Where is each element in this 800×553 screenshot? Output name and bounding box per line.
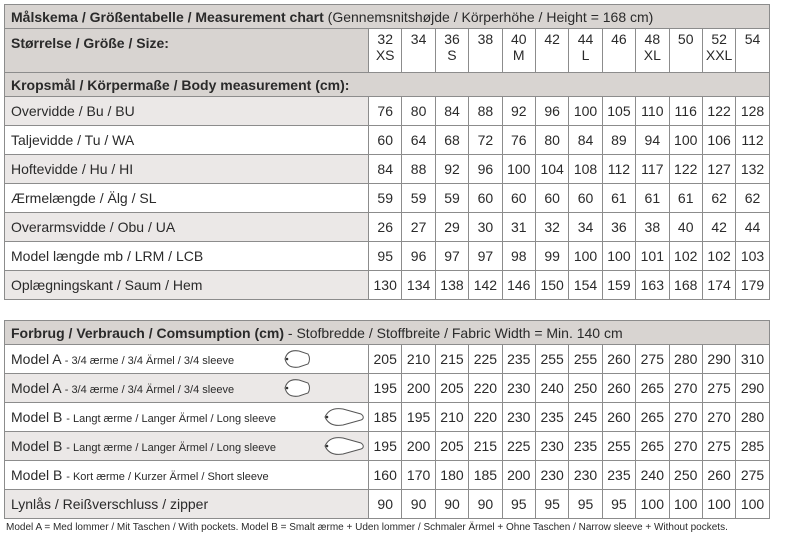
table-title-cell (5, 5, 770, 29)
measurement-value: 96 (469, 155, 502, 184)
measurement-value: 60 (469, 184, 502, 213)
measurement-table (4, 4, 770, 300)
measurement-value: 101 (636, 242, 669, 271)
size-number: 38 (477, 31, 494, 47)
consumption-value: 215 (469, 432, 502, 461)
consumption-value: 260 (602, 403, 635, 432)
measurement-value: 146 (502, 271, 535, 300)
consumption-value: 275 (702, 432, 735, 461)
measurement-label: Taljevidde / Tu / WA (5, 126, 369, 155)
measurement-value: 62 (702, 184, 735, 213)
body-measurement-header: Kropsmål / Körpermaße / Body measurement (cm): (5, 73, 770, 97)
consumption-value: 285 (736, 432, 769, 461)
measurement-value: 142 (469, 271, 502, 300)
measurement-value: 95 (369, 242, 402, 271)
measurement-value: 130 (369, 271, 402, 300)
consumption-value: 215 (435, 345, 468, 374)
size-number: 54 (744, 31, 761, 47)
zipper-value: 95 (535, 490, 568, 519)
measurement-row (5, 155, 770, 184)
consumption-value: 260 (602, 345, 635, 374)
consumption-value: 230 (535, 432, 568, 461)
size-cell (502, 29, 535, 73)
zipper-row (5, 490, 770, 519)
measurement-value: 60 (569, 184, 602, 213)
consumption-value: 185 (369, 403, 402, 432)
measurement-value: 84 (369, 155, 402, 184)
model-name: Model B (11, 467, 63, 483)
consumption-value: 265 (636, 432, 669, 461)
size-cell (402, 29, 435, 73)
measurement-value: 112 (602, 155, 635, 184)
zipper-value: 90 (435, 490, 468, 519)
measurement-value: 104 (535, 155, 568, 184)
long-sleeve-icon (323, 435, 365, 457)
measurement-value: 89 (602, 126, 635, 155)
measurement-value: 61 (602, 184, 635, 213)
consumption-value: 180 (435, 461, 468, 490)
sleeve-description: - 3/4 ærme / 3/4 Ärmel / 3/4 sleeve (64, 355, 235, 367)
measurement-value: 128 (736, 97, 769, 126)
measurement-chart-title: Målskema / Größentabelle / Measurement chart (11, 8, 324, 25)
consumption-value: 290 (736, 374, 769, 403)
size-letter: XXL (705, 47, 733, 63)
consumption-value: 230 (569, 461, 602, 490)
size-number: 34 (410, 31, 427, 47)
sleeve-description: - Kort ærme / Kurzer Ärmel / Short sleeve (66, 471, 269, 483)
measurement-value: 100 (502, 155, 535, 184)
consumption-value: 280 (669, 345, 702, 374)
consumption-value: 250 (569, 374, 602, 403)
measurement-value: 30 (469, 213, 502, 242)
consumption-value: 220 (469, 403, 502, 432)
consumption-value: 255 (602, 432, 635, 461)
consumption-value: 195 (369, 374, 402, 403)
measurement-value: 60 (502, 184, 535, 213)
size-letter: M (512, 47, 525, 63)
measurement-value: 132 (736, 155, 769, 184)
consumption-value: 200 (402, 374, 435, 403)
measurement-row (5, 184, 770, 213)
consumption-value: 260 (602, 374, 635, 403)
measurement-label: Overvidde / Bu / BU (5, 97, 369, 126)
measurement-row (5, 126, 770, 155)
consumption-value: 195 (369, 432, 402, 461)
consumption-value: 235 (502, 345, 535, 374)
consumption-value: 225 (502, 432, 535, 461)
consumption-value: 230 (502, 374, 535, 403)
measurement-value: 102 (669, 242, 702, 271)
size-number: 36 (444, 31, 460, 47)
zipper-value: 95 (502, 490, 535, 519)
measurement-value: 100 (602, 242, 635, 271)
consumption-value: 185 (469, 461, 502, 490)
consumption-value: 255 (569, 345, 602, 374)
consumption-value: 170 (402, 461, 435, 490)
measurement-row (5, 242, 770, 271)
measurement-value: 59 (402, 184, 435, 213)
measurement-value: 88 (469, 97, 502, 126)
size-letter: XL (643, 47, 661, 63)
measurement-value: 62 (736, 184, 769, 213)
consumption-table (4, 320, 770, 519)
zipper-value: 100 (702, 490, 735, 519)
measurement-value: 88 (402, 155, 435, 184)
consumption-value: 200 (502, 461, 535, 490)
measurement-value: 32 (535, 213, 568, 242)
measurement-value: 59 (369, 184, 402, 213)
measurement-value: 76 (502, 126, 535, 155)
model-name: Model B (11, 438, 63, 454)
size-number: 32 (377, 31, 393, 47)
measurement-label: Model længde mb / LRM / LCB (5, 242, 369, 271)
consumption-value: 245 (569, 403, 602, 432)
measurement-value: 102 (702, 242, 735, 271)
consumption-value: 235 (535, 403, 568, 432)
size-letter: S (447, 47, 457, 63)
size-row (5, 29, 770, 73)
measurement-value: 100 (569, 97, 602, 126)
model-name: Model B (11, 409, 63, 425)
measurement-value: 168 (669, 271, 702, 300)
consumption-value: 230 (502, 403, 535, 432)
measurement-value: 179 (736, 271, 769, 300)
size-number: 46 (611, 31, 627, 47)
size-label: Størrelse / Größe / Size: (5, 29, 369, 73)
measurement-label: Ærmelængde / Älg / SL (5, 184, 369, 213)
measurement-value: 92 (502, 97, 535, 126)
consumption-row (5, 461, 770, 490)
consumption-value: 260 (702, 461, 735, 490)
height-note: (Gennemsnitshøjde / Körperhöhe / Height = 168 cm) (327, 8, 654, 25)
measurement-value: 68 (435, 126, 468, 155)
sleeve-description: - Langt ærme / Langer Ärmel / Long sleeve (66, 413, 276, 425)
measurement-value: 100 (569, 242, 602, 271)
measurement-value: 80 (402, 97, 435, 126)
measurement-value: 29 (435, 213, 468, 242)
size-cell (535, 29, 568, 73)
sleeve-description: - 3/4 ærme / 3/4 Ärmel / 3/4 sleeve (64, 384, 235, 396)
consumption-label (5, 403, 369, 432)
consumption-label (5, 461, 369, 490)
measurement-value: 122 (669, 155, 702, 184)
measurement-value: 99 (535, 242, 568, 271)
zipper-value: 90 (469, 490, 502, 519)
measurement-value: 110 (636, 97, 669, 126)
measurement-value: 44 (736, 213, 769, 242)
consumption-value: 240 (636, 461, 669, 490)
consumption-title-cell (5, 321, 770, 345)
size-cell (669, 29, 702, 73)
zipper-value: 90 (369, 490, 402, 519)
zipper-value: 90 (402, 490, 435, 519)
measurement-value: 174 (702, 271, 735, 300)
size-number: 52 (711, 31, 727, 47)
consumption-title: Forbrug / Verbrauch / Comsumption (cm) (11, 324, 285, 341)
consumption-value: 235 (602, 461, 635, 490)
consumption-value: 270 (669, 403, 702, 432)
consumption-value: 210 (435, 403, 468, 432)
consumption-value: 270 (669, 374, 702, 403)
consumption-value: 310 (736, 345, 769, 374)
consumption-label (5, 432, 369, 461)
consumption-value: 200 (402, 432, 435, 461)
zipper-value: 100 (669, 490, 702, 519)
zipper-label: Lynlås / Reißverschluss / zipper (5, 490, 369, 519)
measurement-value: 106 (702, 126, 735, 155)
consumption-value: 275 (702, 374, 735, 403)
fabric-width-note: - Stofbredde / Stoffbreite / Fabric Width = Min. 140 cm (287, 324, 623, 341)
measurement-value: 84 (435, 97, 468, 126)
consumption-row (5, 374, 770, 403)
zipper-value: 100 (736, 490, 769, 519)
size-cell (435, 29, 468, 73)
consumption-value: 195 (402, 403, 435, 432)
consumption-value: 275 (736, 461, 769, 490)
consumption-value: 250 (669, 461, 702, 490)
measurement-value: 76 (369, 97, 402, 126)
size-cell (369, 29, 402, 73)
consumption-value: 205 (435, 374, 468, 403)
measurement-label: Hoftevidde / Hu / HI (5, 155, 369, 184)
measurement-value: 80 (535, 126, 568, 155)
measurement-value: 116 (669, 97, 702, 126)
measurement-value: 92 (435, 155, 468, 184)
measurement-value: 59 (435, 184, 468, 213)
table-title-row (5, 5, 770, 29)
measurement-value: 26 (369, 213, 402, 242)
measurement-value: 163 (636, 271, 669, 300)
zipper-value: 95 (602, 490, 635, 519)
consumption-value: 290 (702, 345, 735, 374)
measurement-value: 31 (502, 213, 535, 242)
consumption-label (5, 345, 369, 374)
measurement-value: 134 (402, 271, 435, 300)
measurement-value: 42 (702, 213, 735, 242)
measurement-value: 112 (736, 126, 769, 155)
measurement-value: 122 (702, 97, 735, 126)
measurement-value: 64 (402, 126, 435, 155)
consumption-value: 270 (669, 432, 702, 461)
size-cell (469, 29, 502, 73)
measurement-value: 61 (669, 184, 702, 213)
measurement-value: 40 (669, 213, 702, 242)
zipper-value: 95 (569, 490, 602, 519)
measurement-row (5, 97, 770, 126)
measurement-value: 96 (535, 97, 568, 126)
measurement-value: 138 (435, 271, 468, 300)
body-header-row (5, 73, 770, 97)
consumption-value: 265 (636, 403, 669, 432)
size-cell (736, 29, 769, 73)
model-name: Model A (11, 380, 61, 396)
short-sleeve-icon (283, 377, 311, 399)
measurement-value: 84 (569, 126, 602, 155)
consumption-value: 265 (636, 374, 669, 403)
size-number: 40 (510, 31, 527, 47)
consumption-row (5, 432, 770, 461)
size-letter: XS (375, 47, 395, 63)
measurement-value: 60 (369, 126, 402, 155)
measurement-value: 60 (535, 184, 568, 213)
consumption-value: 205 (435, 432, 468, 461)
measurement-value: 150 (535, 271, 568, 300)
measurement-value: 97 (469, 242, 502, 271)
consumption-value: 270 (702, 403, 735, 432)
zipper-value: 100 (636, 490, 669, 519)
measurement-value: 103 (736, 242, 769, 271)
size-number: 42 (544, 31, 560, 47)
sleeve-description: - Langt ærme / Langer Ärmel / Long sleeve (66, 442, 276, 454)
size-number: 48 (644, 31, 661, 47)
consumption-value: 280 (736, 403, 769, 432)
measurement-value: 72 (469, 126, 502, 155)
size-number: 44 (577, 31, 594, 47)
size-cell (636, 29, 669, 73)
size-number: 50 (677, 31, 694, 47)
consumption-title-row (5, 321, 770, 345)
consumption-value: 240 (535, 374, 568, 403)
measurement-value: 61 (636, 184, 669, 213)
model-name: Model A (11, 351, 61, 367)
measurement-value: 105 (602, 97, 635, 126)
consumption-value: 160 (369, 461, 402, 490)
size-cell (569, 29, 602, 73)
consumption-value: 225 (469, 345, 502, 374)
consumption-value: 220 (469, 374, 502, 403)
measurement-value: 108 (569, 155, 602, 184)
consumption-value: 235 (569, 432, 602, 461)
long-sleeve-icon (323, 406, 365, 428)
measurement-row (5, 271, 770, 300)
size-letter: L (581, 47, 590, 63)
consumption-value: 255 (535, 345, 568, 374)
short-sleeve-icon (283, 348, 311, 370)
consumption-value: 210 (402, 345, 435, 374)
consumption-value: 205 (369, 345, 402, 374)
measurement-value: 27 (402, 213, 435, 242)
consumption-value: 230 (535, 461, 568, 490)
measurement-value: 127 (702, 155, 735, 184)
measurement-value: 38 (636, 213, 669, 242)
measurement-value: 96 (402, 242, 435, 271)
consumption-value: 275 (636, 345, 669, 374)
size-cell (602, 29, 635, 73)
measurement-label: Oplægningskant / Saum / Hem (5, 271, 369, 300)
consumption-row (5, 403, 770, 432)
consumption-row (5, 345, 770, 374)
measurement-value: 154 (569, 271, 602, 300)
measurement-value: 98 (502, 242, 535, 271)
consumption-label (5, 374, 369, 403)
footnote: Model A = Med lommer / Mit Taschen / With pockets. Model B = Smalt ærme + Uden lommer / Schmaler Ärmel + Ohne Taschen / Narrow sleeve + Without pockets. (6, 522, 728, 533)
measurement-value: 94 (636, 126, 669, 155)
measurement-value: 159 (602, 271, 635, 300)
measurement-value: 36 (602, 213, 635, 242)
measurement-label: Overarmsvidde / Obu / UA (5, 213, 369, 242)
measurement-row (5, 213, 770, 242)
measurement-value: 100 (669, 126, 702, 155)
measurement-value: 34 (569, 213, 602, 242)
size-cell (702, 29, 735, 73)
measurement-value: 97 (435, 242, 468, 271)
measurement-value: 117 (636, 155, 669, 184)
